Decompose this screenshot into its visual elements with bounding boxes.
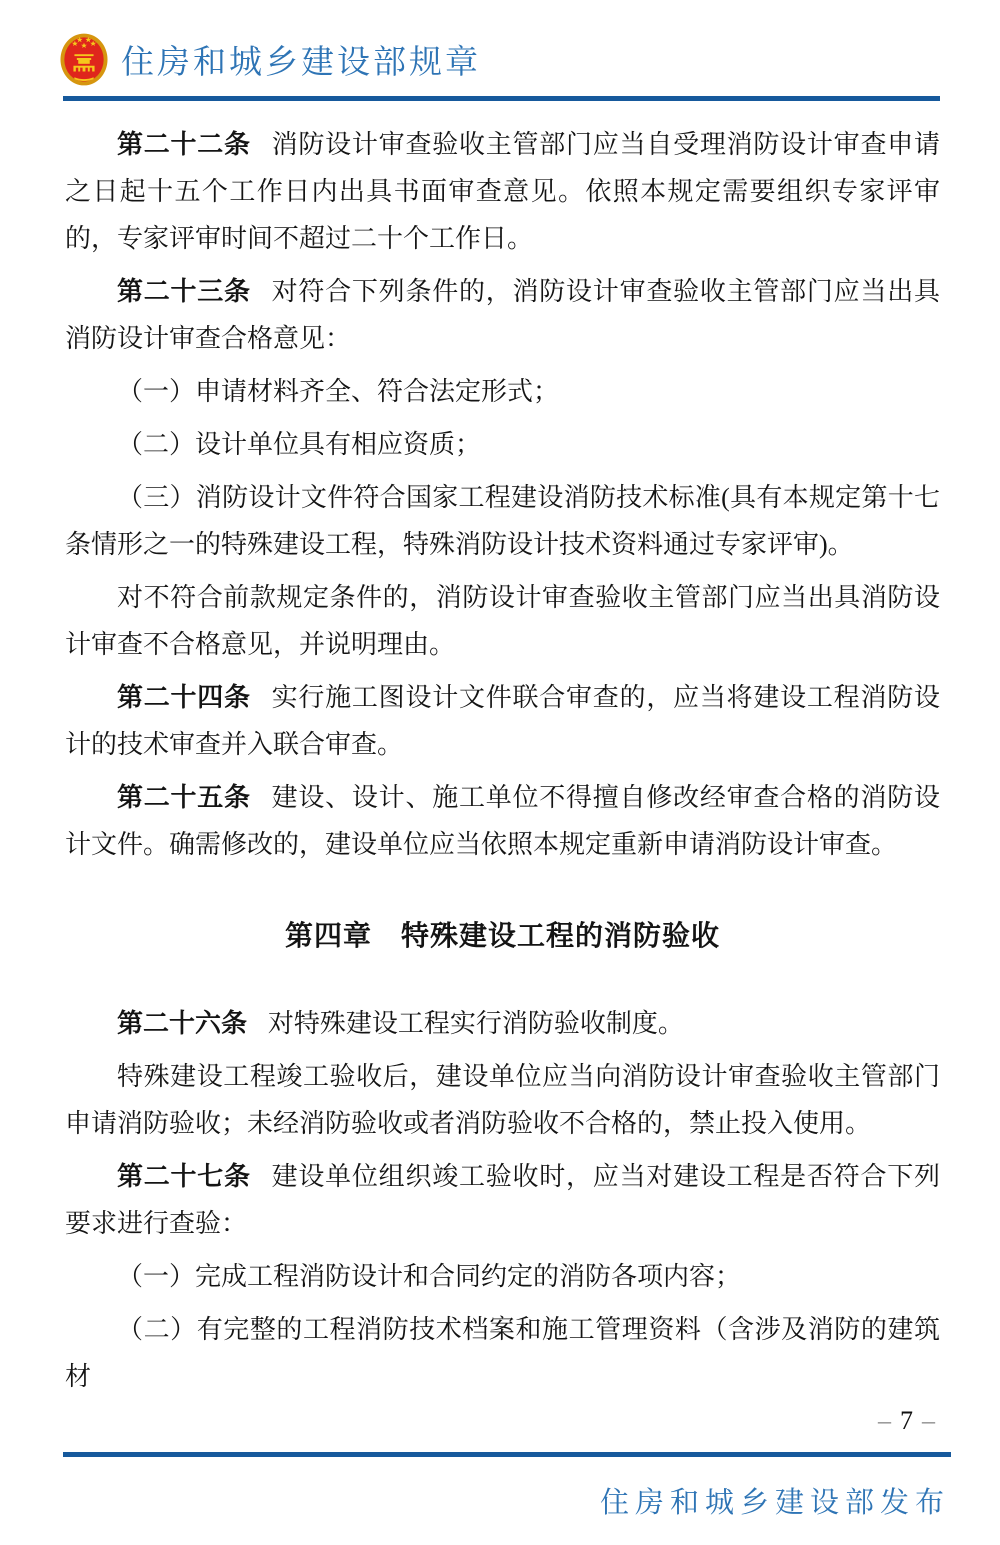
article-text: （三）消防设计文件符合国家工程建设消防技术标准(具有本规定第十七条情形之一的特殊建设工程，特殊消防设计技术资料通过专家评审)。 <box>65 483 940 559</box>
article-text: 对符合下列条件的，消防设计审查验收主管部门应当出具消防设计审查合格意见： <box>65 277 940 353</box>
article-text: 建设单位组织竣工验收时，应当对建设工程是否符合下列要求进行查验： <box>65 1162 940 1238</box>
page-number-dash: – <box>878 1406 891 1435</box>
page-number-dash: – <box>922 1406 935 1435</box>
list-item <box>65 421 940 468</box>
article-text: （二）设计单位具有相应资质； <box>117 430 482 459</box>
article-text: 对特殊建设工程实行消防验收制度。 <box>267 1009 684 1038</box>
article-text: 实行施工图设计文件联合审查的，应当将建设工程消防设计的技术审查并入联合审查。 <box>65 683 940 759</box>
article-number: 第二十四条 <box>117 682 251 712</box>
article-text: （一）申请材料齐全、符合法定形式； <box>117 377 560 406</box>
article-text: （一）完成工程消防设计和合同约定的消防各项内容； <box>117 1262 742 1291</box>
header-rule <box>63 96 940 101</box>
article-paragraph <box>65 574 940 668</box>
article-paragraph <box>65 121 940 262</box>
article-text: 消防设计审查验收主管部门应当自受理消防设计审查申请之日起十五个工作日内出具书面审查意见。依照本规定需要组织专家评审的，专家评审时间不超过二十个工作日。 <box>65 130 940 253</box>
article-paragraph <box>65 1153 940 1247</box>
article-text: 特殊建设工程竣工验收后，建设单位应当向消防设计审查验收主管部门申请消防验收；未经消防验收或者消防验收不合格的，禁止投入使用。 <box>65 1062 940 1138</box>
document-body <box>65 121 940 1406</box>
article-text: 建设、设计、施工单位不得擅自修改经审查合格的消防设计文件。确需修改的，建设单位应当依照本规定重新申请消防设计审查。 <box>65 783 940 859</box>
header-title: 住房和城乡建设部规章 <box>121 45 481 81</box>
china-national-emblem-icon <box>60 33 108 86</box>
page-number-value: 7 <box>900 1406 913 1435</box>
list-item <box>65 368 940 415</box>
page-header <box>60 33 481 86</box>
page-number <box>869 1406 944 1436</box>
article-paragraph <box>65 674 940 768</box>
article-number: 第二十五条 <box>117 782 251 812</box>
list-item <box>65 1306 940 1400</box>
article-text: （二）有完整的工程消防技术档案和施工管理资料（含涉及消防的建筑材 <box>65 1315 940 1391</box>
article-number: 第二十七条 <box>117 1161 251 1191</box>
publisher-label: 住房和城乡建设部发布 <box>599 1487 950 1519</box>
article-paragraph <box>65 1000 940 1047</box>
article-text: 对不符合前款规定条件的，消防设计审查验收主管部门应当出具消防设计审查不合格意见，并说明理由。 <box>65 583 940 659</box>
article-number: 第二十六条 <box>117 1008 248 1038</box>
chapter-heading: 第四章 特殊建设工程的消防验收 <box>284 920 720 951</box>
list-item <box>65 1253 940 1300</box>
article-paragraph <box>65 774 940 868</box>
article-number: 第二十二条 <box>117 129 251 159</box>
article-number: 第二十三条 <box>117 276 251 306</box>
list-item <box>65 474 940 568</box>
footer-rule <box>63 1452 951 1457</box>
article-paragraph <box>65 268 940 362</box>
article-paragraph <box>65 1053 940 1147</box>
